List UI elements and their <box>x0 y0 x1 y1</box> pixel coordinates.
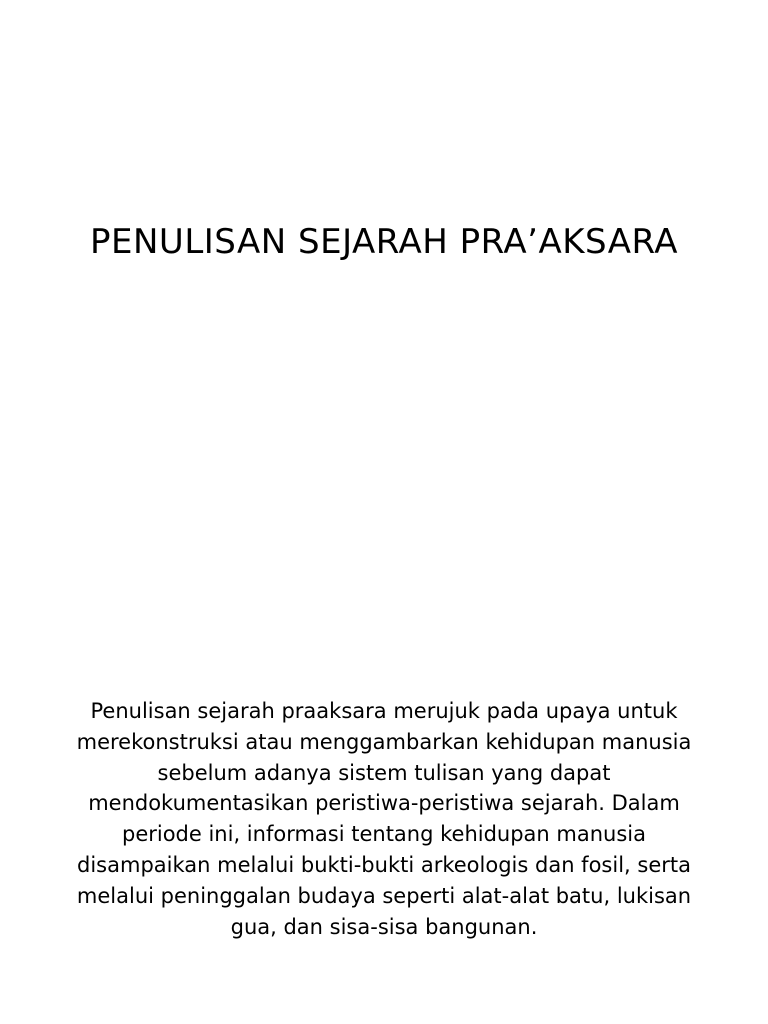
page-title: PENULISAN SEJARAH PRA’AKSARA <box>90 222 678 262</box>
body-paragraph: Penulisan sejarah praaksara merujuk pada upaya untuk merekonstruksi atau menggambarkan kehidupan manusia sebelum adanya sistem tulisan yang dapat mendokumentasikan peristiwa-peristiwa sejarah. Dalam periode ini, informasi tentang kehidupan manusia disampaikan melalui bukti-bukti arkeologis dan fosil, serta melalui peninggalan budaya seperti alat-alat batu, lukisan gua, dan sisa-sisa bangunan. <box>76 699 692 939</box>
